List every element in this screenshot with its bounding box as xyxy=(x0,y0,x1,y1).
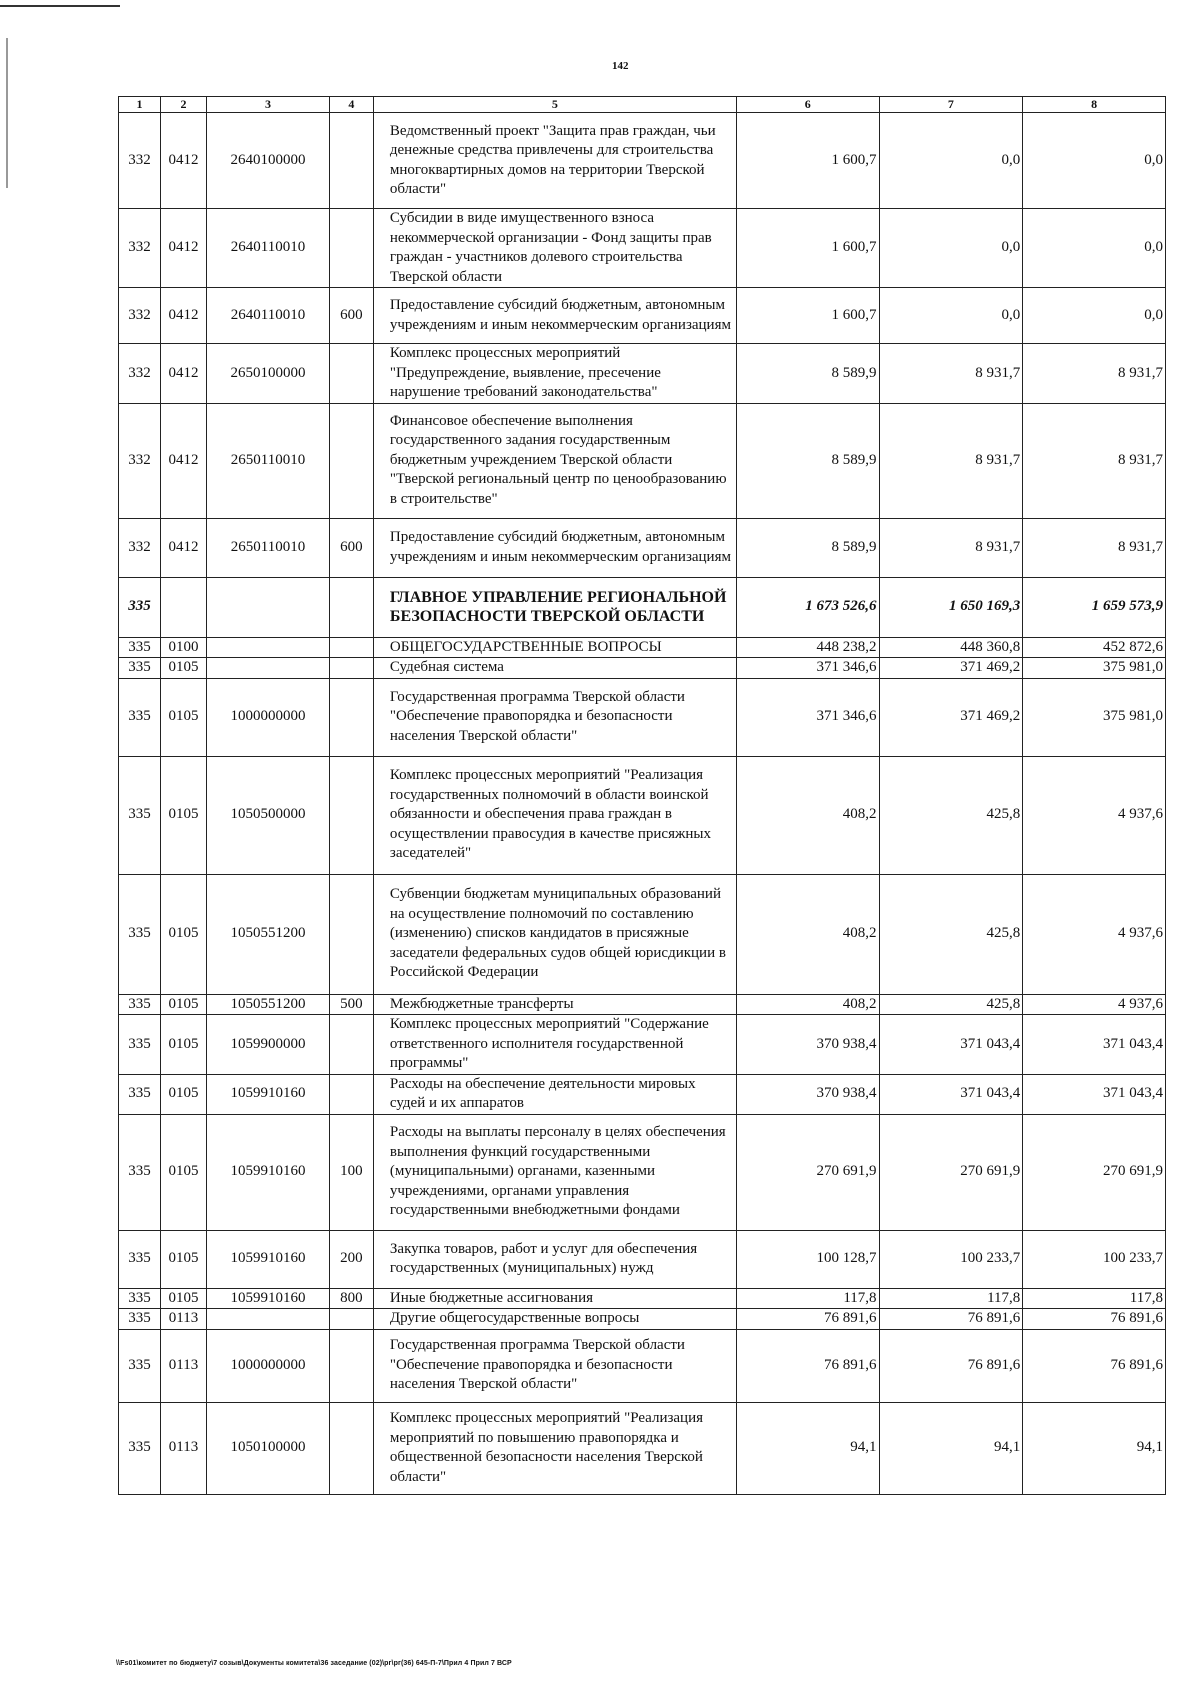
cell-description: Судебная система xyxy=(373,658,736,679)
cell-admin-code: 332 xyxy=(119,288,161,344)
table-row xyxy=(119,577,1166,637)
cell-amount-col6: 1 600,7 xyxy=(736,288,879,344)
cell-target-code xyxy=(207,1309,330,1330)
table-row xyxy=(119,1230,1166,1288)
table-row xyxy=(119,756,1166,874)
table-row xyxy=(119,874,1166,994)
cell-target-code: 1050551200 xyxy=(207,994,330,1015)
cell-amount-col7: 8 931,7 xyxy=(879,344,1023,404)
cell-amount-col8: 270 691,9 xyxy=(1023,1114,1166,1230)
cell-description: Государственная программа Тверской области "Обеспечение правопорядка и безопасности населения Тверской области" xyxy=(373,1329,736,1402)
cell-description: Комплекс процессных мероприятий "Содержание ответственного исполнителя государственной программы" xyxy=(373,1015,736,1075)
cell-amount-col7: 1 650 169,3 xyxy=(879,577,1023,637)
cell-expense-type xyxy=(329,874,373,994)
cell-expense-type xyxy=(329,756,373,874)
table-row xyxy=(119,1402,1166,1494)
cell-expense-type: 600 xyxy=(329,518,373,577)
cell-amount-col8: 8 931,7 xyxy=(1023,403,1166,518)
table-row xyxy=(119,209,1166,288)
cell-section-code: 0412 xyxy=(160,403,206,518)
cell-expense-type: 200 xyxy=(329,1230,373,1288)
cell-amount-col8: 4 937,6 xyxy=(1023,756,1166,874)
cell-target-code: 1059910160 xyxy=(207,1114,330,1230)
cell-amount-col8: 375 981,0 xyxy=(1023,658,1166,679)
cell-amount-col6: 8 589,9 xyxy=(736,344,879,404)
cell-admin-code: 335 xyxy=(119,1114,161,1230)
cell-section-code: 0412 xyxy=(160,518,206,577)
cell-amount-col8: 8 931,7 xyxy=(1023,518,1166,577)
table-row xyxy=(119,1074,1166,1114)
cell-amount-col6: 1 673 526,6 xyxy=(736,577,879,637)
table-row xyxy=(119,403,1166,518)
cell-target-code: 1059910160 xyxy=(207,1288,330,1309)
table-row xyxy=(119,637,1166,658)
table-row xyxy=(119,678,1166,756)
cell-amount-col7: 76 891,6 xyxy=(879,1329,1023,1402)
cell-expense-type xyxy=(329,209,373,288)
cell-description: Финансовое обеспечение выполнения государственного задания государственным бюджетным учреждением Тверской области "Тверской региональный центр по ценообразованию в строительстве" xyxy=(373,403,736,518)
table-row xyxy=(119,1309,1166,1330)
cell-expense-type: 600 xyxy=(329,288,373,344)
table-row xyxy=(119,344,1166,404)
cell-section-code xyxy=(160,577,206,637)
cell-amount-col6: 1 600,7 xyxy=(736,113,879,209)
cell-section-code: 0105 xyxy=(160,1230,206,1288)
cell-description: Иные бюджетные ассигнования xyxy=(373,1288,736,1309)
cell-amount-col7: 371 043,4 xyxy=(879,1074,1023,1114)
cell-expense-type xyxy=(329,403,373,518)
cell-section-code: 0412 xyxy=(160,344,206,404)
cell-admin-code: 335 xyxy=(119,1074,161,1114)
cell-description: Другие общегосударственные вопросы xyxy=(373,1309,736,1330)
cell-description: Расходы на обеспечение деятельности мировых судей и их аппаратов xyxy=(373,1074,736,1114)
cell-target-code: 1000000000 xyxy=(207,678,330,756)
cell-section-code: 0113 xyxy=(160,1402,206,1494)
cell-admin-code: 335 xyxy=(119,1402,161,1494)
cell-target-code: 1059910160 xyxy=(207,1230,330,1288)
cell-amount-col8: 0,0 xyxy=(1023,209,1166,288)
table-row xyxy=(119,658,1166,679)
column-header: 6 xyxy=(736,97,879,113)
cell-section-code: 0105 xyxy=(160,1288,206,1309)
cell-expense-type xyxy=(329,344,373,404)
cell-amount-col8: 4 937,6 xyxy=(1023,874,1166,994)
cell-amount-col8: 0,0 xyxy=(1023,288,1166,344)
cell-expense-type xyxy=(329,1329,373,1402)
cell-target-code: 1059900000 xyxy=(207,1015,330,1075)
cell-section-code: 0412 xyxy=(160,288,206,344)
cell-amount-col7: 0,0 xyxy=(879,113,1023,209)
column-header: 1 xyxy=(119,97,161,113)
cell-amount-col7: 0,0 xyxy=(879,209,1023,288)
cell-admin-code: 335 xyxy=(119,1015,161,1075)
cell-description: Предоставление субсидий бюджетным, автономным учреждениям и иным некоммерческим организациям xyxy=(373,518,736,577)
cell-expense-type: 500 xyxy=(329,994,373,1015)
cell-target-code: 1059910160 xyxy=(207,1074,330,1114)
cell-admin-code: 335 xyxy=(119,1288,161,1309)
cell-amount-col6: 1 600,7 xyxy=(736,209,879,288)
cell-admin-code: 335 xyxy=(119,637,161,658)
cell-admin-code: 335 xyxy=(119,1230,161,1288)
cell-amount-col8: 452 872,6 xyxy=(1023,637,1166,658)
cell-expense-type xyxy=(329,113,373,209)
cell-amount-col8: 94,1 xyxy=(1023,1402,1166,1494)
cell-section-code: 0105 xyxy=(160,874,206,994)
cell-section-code: 0105 xyxy=(160,678,206,756)
cell-expense-type xyxy=(329,678,373,756)
cell-description: Комплекс процессных мероприятий "Реализация государственных полномочий в области воинской обязанности и обеспечения права граждан в осуществлении правосудия в качестве присяжных заседателей" xyxy=(373,756,736,874)
cell-amount-col6: 408,2 xyxy=(736,994,879,1015)
cell-section-code: 0105 xyxy=(160,994,206,1015)
cell-admin-code: 335 xyxy=(119,678,161,756)
cell-target-code: 2640110010 xyxy=(207,288,330,344)
page-number: 142 xyxy=(612,60,629,72)
footer-file-path: \\Fs01\комитет по бюджету\7 созыв\Документы комитета\36 заседание (02)\рг\рг(36) 645-П-7\Прил 4 Прил 7 ВСР xyxy=(116,1660,512,1667)
cell-admin-code: 335 xyxy=(119,658,161,679)
cell-amount-col6: 371 346,6 xyxy=(736,658,879,679)
cell-amount-col6: 76 891,6 xyxy=(736,1329,879,1402)
scan-line-left xyxy=(6,38,8,188)
cell-amount-col7: 425,8 xyxy=(879,994,1023,1015)
cell-amount-col6: 76 891,6 xyxy=(736,1309,879,1330)
cell-amount-col6: 117,8 xyxy=(736,1288,879,1309)
cell-amount-col8: 371 043,4 xyxy=(1023,1074,1166,1114)
table-row xyxy=(119,994,1166,1015)
cell-amount-col7: 76 891,6 xyxy=(879,1309,1023,1330)
column-number-row xyxy=(119,97,1166,113)
table-row xyxy=(119,1015,1166,1075)
cell-target-code: 2640110010 xyxy=(207,209,330,288)
cell-section-code: 0105 xyxy=(160,756,206,874)
cell-amount-col6: 94,1 xyxy=(736,1402,879,1494)
cell-expense-type xyxy=(329,1402,373,1494)
cell-amount-col8: 100 233,7 xyxy=(1023,1230,1166,1288)
column-header: 2 xyxy=(160,97,206,113)
cell-amount-col8: 76 891,6 xyxy=(1023,1329,1166,1402)
cell-description: ОБЩЕГОСУДАРСТВЕННЫЕ ВОПРОСЫ xyxy=(373,637,736,658)
column-header: 4 xyxy=(329,97,373,113)
cell-amount-col7: 371 469,2 xyxy=(879,678,1023,756)
table-body xyxy=(119,113,1166,1495)
cell-amount-col7: 8 931,7 xyxy=(879,403,1023,518)
cell-section-code: 0105 xyxy=(160,658,206,679)
cell-target-code: 2640100000 xyxy=(207,113,330,209)
cell-admin-code: 335 xyxy=(119,1309,161,1330)
cell-amount-col8: 8 931,7 xyxy=(1023,344,1166,404)
cell-description: Межбюджетные трансферты xyxy=(373,994,736,1015)
cell-amount-col6: 408,2 xyxy=(736,874,879,994)
cell-section-code: 0105 xyxy=(160,1015,206,1075)
cell-admin-code: 332 xyxy=(119,113,161,209)
cell-amount-col7: 100 233,7 xyxy=(879,1230,1023,1288)
cell-description: Предоставление субсидий бюджетным, автономным учреждениям и иным некоммерческим организациям xyxy=(373,288,736,344)
cell-expense-type xyxy=(329,1309,373,1330)
cell-amount-col7: 425,8 xyxy=(879,874,1023,994)
cell-section-code: 0412 xyxy=(160,209,206,288)
cell-target-code: 2650100000 xyxy=(207,344,330,404)
cell-admin-code: 332 xyxy=(119,209,161,288)
cell-amount-col8: 371 043,4 xyxy=(1023,1015,1166,1075)
cell-amount-col6: 270 691,9 xyxy=(736,1114,879,1230)
cell-amount-col6: 408,2 xyxy=(736,756,879,874)
cell-expense-type: 800 xyxy=(329,1288,373,1309)
cell-admin-code: 335 xyxy=(119,577,161,637)
cell-amount-col6: 100 128,7 xyxy=(736,1230,879,1288)
table-row xyxy=(119,288,1166,344)
column-header: 3 xyxy=(207,97,330,113)
cell-amount-col8: 375 981,0 xyxy=(1023,678,1166,756)
cell-amount-col8: 4 937,6 xyxy=(1023,994,1166,1015)
cell-admin-code: 335 xyxy=(119,1329,161,1402)
cell-amount-col8: 1 659 573,9 xyxy=(1023,577,1166,637)
table-row xyxy=(119,1114,1166,1230)
cell-section-code: 0105 xyxy=(160,1114,206,1230)
cell-target-code xyxy=(207,577,330,637)
column-header: 5 xyxy=(373,97,736,113)
cell-description: Комплекс процессных мероприятий "Предупреждение, выявление, пресечение нарушение требований законодательства" xyxy=(373,344,736,404)
table-row xyxy=(119,1288,1166,1309)
cell-amount-col6: 371 346,6 xyxy=(736,678,879,756)
cell-section-code: 0113 xyxy=(160,1329,206,1402)
cell-expense-type xyxy=(329,1015,373,1075)
cell-amount-col6: 8 589,9 xyxy=(736,403,879,518)
cell-expense-type xyxy=(329,658,373,679)
cell-amount-col7: 270 691,9 xyxy=(879,1114,1023,1230)
cell-section-code: 0105 xyxy=(160,1074,206,1114)
cell-amount-col7: 0,0 xyxy=(879,288,1023,344)
cell-amount-col8: 76 891,6 xyxy=(1023,1309,1166,1330)
cell-expense-type xyxy=(329,637,373,658)
cell-target-code: 1050500000 xyxy=(207,756,330,874)
cell-amount-col6: 8 589,9 xyxy=(736,518,879,577)
cell-amount-col6: 448 238,2 xyxy=(736,637,879,658)
cell-description: Закупка товаров, работ и услуг для обеспечения государственных (муниципальных) нужд xyxy=(373,1230,736,1288)
table-row xyxy=(119,1329,1166,1402)
cell-amount-col7: 371 469,2 xyxy=(879,658,1023,679)
cell-target-code: 1000000000 xyxy=(207,1329,330,1402)
cell-amount-col7: 448 360,8 xyxy=(879,637,1023,658)
cell-expense-type: 100 xyxy=(329,1114,373,1230)
cell-target-code: 2650110010 xyxy=(207,403,330,518)
cell-amount-col7: 94,1 xyxy=(879,1402,1023,1494)
cell-expense-type xyxy=(329,1074,373,1114)
cell-section-code: 0113 xyxy=(160,1309,206,1330)
cell-target-code: 1050551200 xyxy=(207,874,330,994)
cell-admin-code: 335 xyxy=(119,994,161,1015)
cell-expense-type xyxy=(329,577,373,637)
cell-admin-code: 335 xyxy=(119,756,161,874)
cell-description: Субвенции бюджетам муниципальных образований на осуществление полномочий по составлению (изменению) списков кандидатов в присяжные заседатели федеральных судов общей юрисдикции в Российской Федерации xyxy=(373,874,736,994)
cell-description: Ведомственный проект "Защита прав граждан, чьи денежные средства привлечены для строительства многоквартирных домов на территории Тверской области" xyxy=(373,113,736,209)
cell-amount-col6: 370 938,4 xyxy=(736,1015,879,1075)
column-header: 8 xyxy=(1023,97,1166,113)
budget-table xyxy=(118,96,1166,1495)
cell-amount-col7: 425,8 xyxy=(879,756,1023,874)
scan-line-top xyxy=(0,5,120,7)
cell-description: Комплекс процессных мероприятий "Реализация мероприятий по повышению правопорядка и общественной безопасности населения Тверской области" xyxy=(373,1402,736,1494)
cell-admin-code: 332 xyxy=(119,403,161,518)
cell-amount-col7: 371 043,4 xyxy=(879,1015,1023,1075)
cell-amount-col8: 117,8 xyxy=(1023,1288,1166,1309)
cell-description: Расходы на выплаты персоналу в целях обеспечения выполнения функций государственными (муниципальными) органами, казенными учреждениями, органами управления государственными внебюджетными фондами xyxy=(373,1114,736,1230)
cell-target-code: 2650110010 xyxy=(207,518,330,577)
cell-admin-code: 335 xyxy=(119,874,161,994)
cell-amount-col6: 370 938,4 xyxy=(736,1074,879,1114)
cell-amount-col8: 0,0 xyxy=(1023,113,1166,209)
cell-description: Государственная программа Тверской области "Обеспечение правопорядка и безопасности населения Тверской области" xyxy=(373,678,736,756)
cell-target-code: 1050100000 xyxy=(207,1402,330,1494)
cell-section-code: 0100 xyxy=(160,637,206,658)
cell-admin-code: 332 xyxy=(119,518,161,577)
cell-target-code xyxy=(207,658,330,679)
table-row xyxy=(119,518,1166,577)
cell-target-code xyxy=(207,637,330,658)
cell-description: ГЛАВНОЕ УПРАВЛЕНИЕ РЕГИОНАЛЬНОЙ БЕЗОПАСНОСТИ ТВЕРСКОЙ ОБЛАСТИ xyxy=(373,577,736,637)
cell-description: Субсидии в виде имущественного взноса некоммерческой организации - Фонд защиты прав граждан - участников долевого строительства Тверской области xyxy=(373,209,736,288)
cell-amount-col7: 117,8 xyxy=(879,1288,1023,1309)
column-header: 7 xyxy=(879,97,1023,113)
cell-amount-col7: 8 931,7 xyxy=(879,518,1023,577)
cell-section-code: 0412 xyxy=(160,113,206,209)
table-row xyxy=(119,113,1166,209)
cell-admin-code: 332 xyxy=(119,344,161,404)
